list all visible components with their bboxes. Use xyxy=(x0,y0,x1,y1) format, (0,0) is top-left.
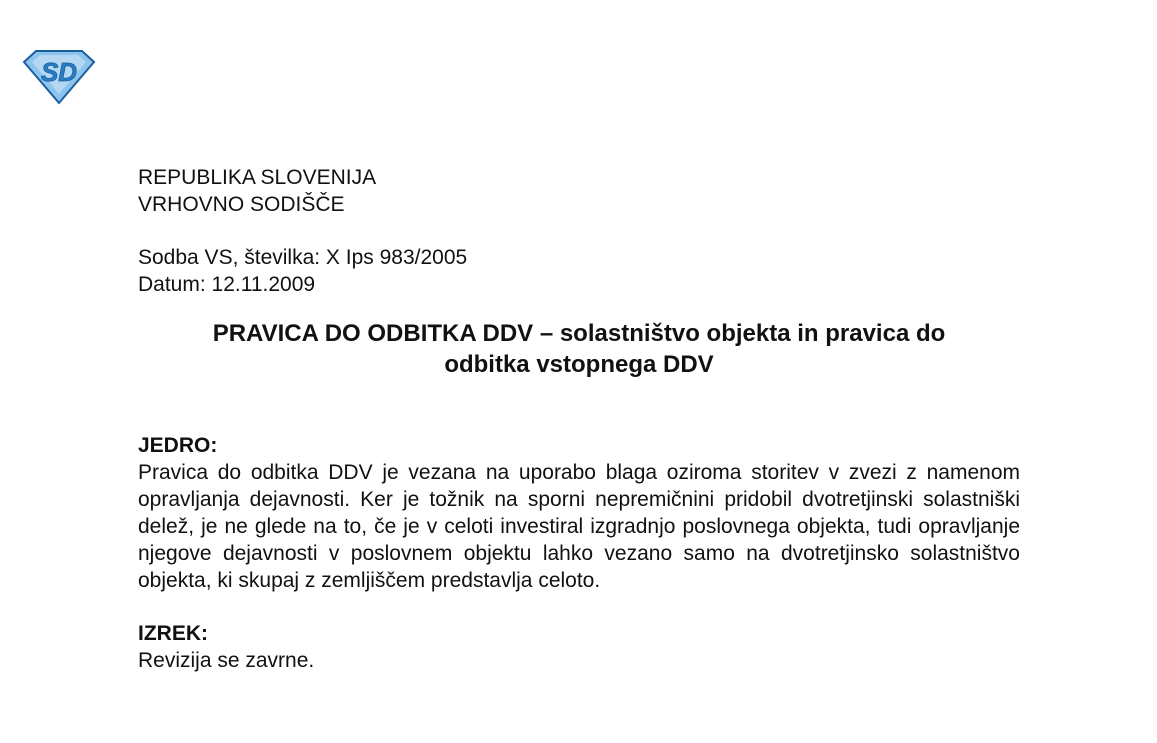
court-name: VRHOVNO SODIŠČE xyxy=(138,193,345,216)
document-body xyxy=(138,164,1020,674)
izrek-text: Revizija se zavrne. xyxy=(138,649,315,672)
title-line-2: odbitka vstopnega DDV xyxy=(444,351,714,378)
jedro-heading: JEDRO: xyxy=(138,434,218,457)
jedro-text: Pravica do odbitka DDV je vezana na uporabo blaga oziroma storitev v zvezi z namenom opravljanja dejavnosti. Ker je tožnik na sporni nepremičnini pridobil dvotretjinski solastniški delež, je ne glede na to, če je v celoti investiral izgradnjo poslovnega objekta, tudi opravljanje njegove dejavnosti v poslovnem objektu lahko vezano samo na dvotretjinsko solastništvo objekta, ki skupaj z zemljiščem predstavlja celoto. xyxy=(138,461,1020,592)
logo-initials: SD xyxy=(40,57,78,87)
case-number: Sodba VS, številka: X Ips 983/2005 xyxy=(138,246,468,269)
decision-date: Datum: 12.11.2009 xyxy=(138,273,316,296)
izrek-heading: IZREK: xyxy=(138,622,208,645)
title-line-1: PRAVICA DO ODBITKA DDV – solastništvo objekta in pravica do xyxy=(212,320,946,347)
document-title xyxy=(138,318,1020,380)
sd-shield-icon xyxy=(22,48,96,106)
country-name: REPUBLIKA SLOVENIJA xyxy=(138,166,377,189)
court-logo xyxy=(22,48,96,106)
